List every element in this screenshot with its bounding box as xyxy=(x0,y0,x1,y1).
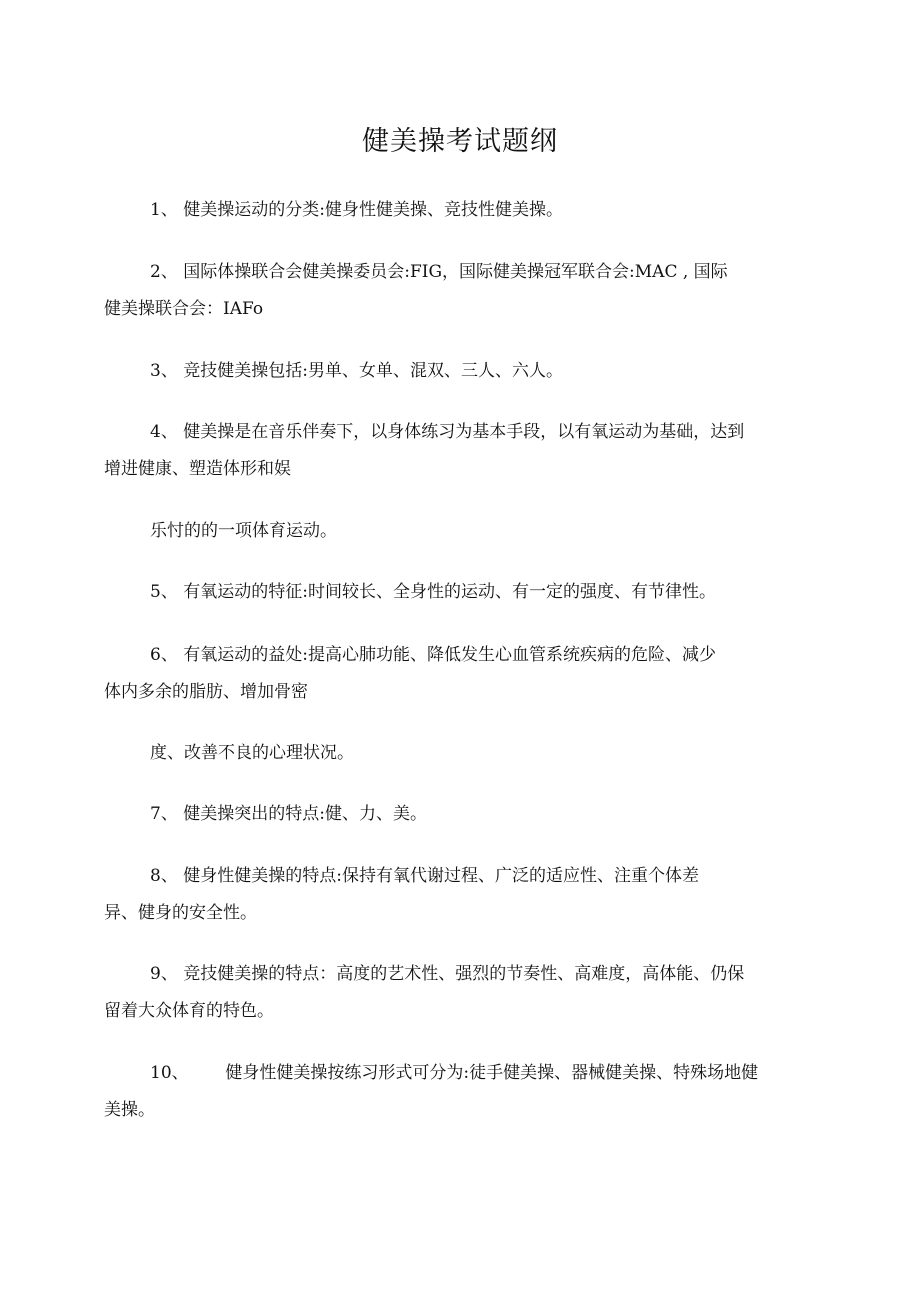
list-item-9-continuation: 留着大众体育的特色。 xyxy=(104,1001,274,1021)
list-item-4-continuation-2: 乐忖的的一项体育运动。 xyxy=(150,521,337,541)
item-text: 国际体操联合会健美操委员会:FIG，国际健美操冠军联合会:MAC , 国际 xyxy=(183,262,728,282)
list-item-9 xyxy=(150,962,744,986)
item-text: 健美操运动的分类:健身性健美操、竞技性健美操。 xyxy=(183,200,563,220)
list-item-5 xyxy=(150,580,716,604)
list-item-6 xyxy=(150,643,716,667)
item-number: 10、 xyxy=(150,1063,189,1083)
list-item-4-continuation: 增进健康、塑造体形和娱 xyxy=(104,459,291,479)
list-item-3 xyxy=(150,359,563,383)
item-text: 有氧运动的益处:提高心肺功能、降低发生心血管系统疾病的危险、减少 xyxy=(183,645,716,665)
item-number: 6、 xyxy=(150,645,178,665)
item-text: 健身性健美操的特点:保持有氧代谢过程、广泛的适应性、注重个体差 xyxy=(183,866,699,886)
document-title: 健美操考试题纲 xyxy=(362,126,558,157)
list-item-1 xyxy=(150,198,563,222)
item-text: 有氧运动的特征:时间较长、全身性的运动、有一定的强度、有节律性。 xyxy=(183,582,716,602)
list-item-10-continuation: 美操。 xyxy=(104,1100,155,1120)
item-number: 7、 xyxy=(150,804,178,824)
list-item-10 xyxy=(150,1061,758,1085)
list-item-6-continuation-2: 度、改善不良的心理状况。 xyxy=(150,743,354,763)
list-item-8 xyxy=(150,864,699,888)
item-text: 健身性健美操按练习形式可分为:徒手健美操、器械健美操、特殊场地健 xyxy=(225,1063,759,1083)
item-text: 竞技健美操的特点：高度的艺术性、强烈的节奏性、高难度，高体能、仍保 xyxy=(183,964,745,984)
item-number: 1、 xyxy=(150,200,178,220)
list-item-2-continuation: 健美操联合会：IAFo xyxy=(104,299,264,319)
list-item-2 xyxy=(150,260,728,284)
item-text: 健美操是在音乐伴奏下，以身体练习为基本手段，以有氧运动为基础，达到 xyxy=(183,422,745,442)
item-number: 2、 xyxy=(150,262,178,282)
item-number: 3、 xyxy=(150,361,178,381)
list-item-6-continuation: 体内多余的脂肪、增加骨密 xyxy=(104,682,308,702)
item-text: 竞技健美操包括:男单、女单、混双、三人、六人。 xyxy=(183,361,563,381)
item-number: 4、 xyxy=(150,422,178,442)
item-number: 9、 xyxy=(150,964,178,984)
item-number: 5、 xyxy=(150,582,178,602)
list-item-8-continuation: 异、健身的安全性。 xyxy=(104,903,257,923)
item-number: 8、 xyxy=(150,866,178,886)
item-text: 健美操突出的特点:健、力、美。 xyxy=(183,804,427,824)
list-item-4 xyxy=(150,420,744,444)
list-item-7 xyxy=(150,802,427,826)
